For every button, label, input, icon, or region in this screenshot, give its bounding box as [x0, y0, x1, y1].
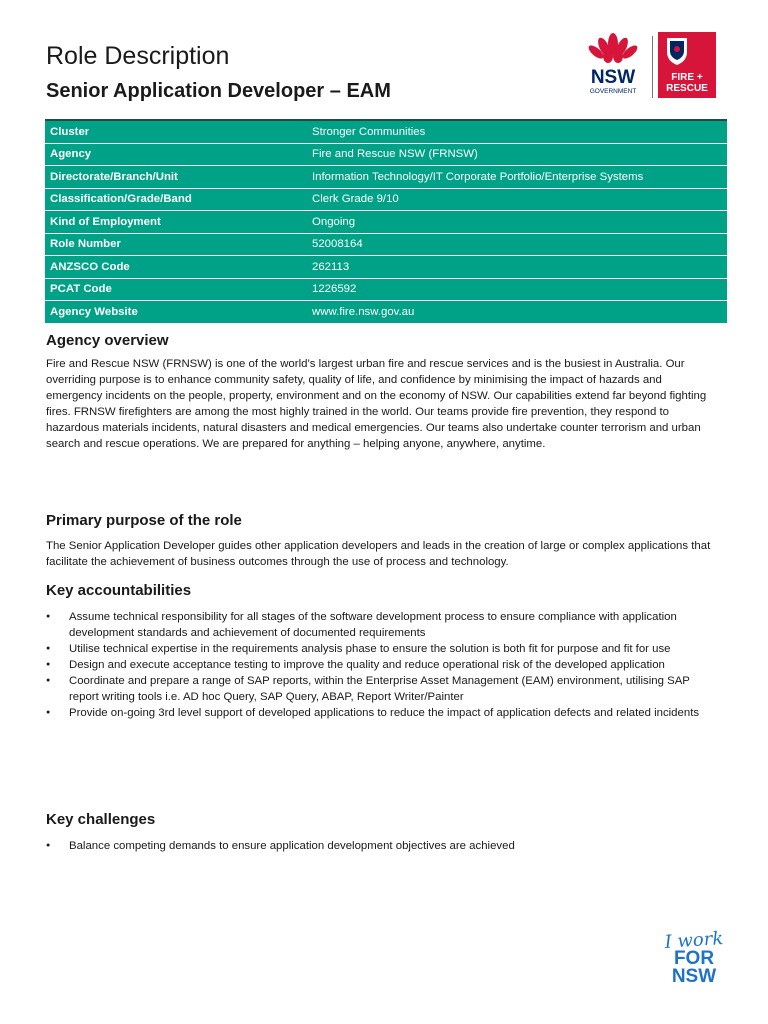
info-label: Role Number: [45, 233, 307, 256]
header-logos: [578, 32, 718, 100]
info-label: Cluster: [45, 120, 307, 143]
info-value: 262113: [307, 256, 727, 279]
key-challenges-heading: Key challenges: [46, 811, 156, 828]
role-title: Senior Application Developer – EAM: [46, 80, 391, 102]
info-table-row: [45, 256, 727, 279]
nsw-government-logo: [578, 32, 648, 98]
fire-text: FIRE +: [671, 72, 703, 83]
info-label: Kind of Employment: [45, 211, 307, 234]
info-label: ANZSCO Code: [45, 256, 307, 279]
key-challenges-list: [46, 838, 718, 854]
logo-divider: [652, 36, 653, 98]
info-value: Fire and Rescue NSW (FRNSW): [307, 143, 727, 166]
agency-overview-text: Fire and Rescue NSW (FRNSW) is one of the world’s largest urban fire and rescue services and is the busiest in Australia. Our overriding purpose is to enhance community safety, quality of life, and confidence by minimising the impact of hazards and emergency incidents on the people, property, environment and on the economy of NSW. Our capabilities extend far beyond fighting fires. FRNSW firefighters are among the most highly trained in the world. Our teams provide fire prevention, they respond to hazardous materials incidents, natural disasters and medical emergencies. Our teams also undertake counter terrorism and urban search and rescue operations. We are prepared for anything – helping anyone, anywhere, anytime.: [46, 358, 707, 450]
info-value: Clerk Grade 9/10: [307, 188, 727, 211]
info-label: Agency: [45, 143, 307, 166]
info-value: www.fire.nsw.gov.au: [307, 301, 727, 324]
info-table-row: [45, 188, 727, 211]
list-item: ● Balance competing demands to ensure application development objectives are achieved: [46, 838, 718, 854]
info-value: Ongoing: [307, 211, 727, 234]
nsw-wordmark: NSW: [590, 67, 636, 88]
info-table-row: [45, 143, 727, 166]
nsw-text: NSW: [671, 966, 717, 987]
info-table-row: [45, 233, 727, 256]
agency-overview-section: [46, 332, 718, 452]
info-label: Classification/Grade/Band: [45, 188, 307, 211]
list-item: ● Design and execute acceptance testing to improve the quality and reduce operational risk of the developed application: [46, 657, 718, 673]
rescue-text: RESCUE: [666, 83, 708, 94]
role-info-table: [45, 119, 727, 324]
fire-rescue-logo: [658, 32, 716, 98]
info-label: PCAT Code: [45, 278, 307, 301]
list-item: ● Assume technical responsibility for all stages of the software development process to ensure compliance with application development standards and achievement of documented requirements: [46, 609, 718, 641]
info-table-row: [45, 301, 727, 324]
agency-overview-heading: Agency overview: [46, 332, 169, 349]
primary-purpose-text: The Senior Application Developer guides other application developers and leads in the creation of large or complex applications that facilitate the achievement of business outcomes through the use of process and technology.: [46, 540, 711, 568]
info-table-row: [45, 166, 727, 189]
list-item: ● Provide on-going 3rd level support of developed applications to reduce the impact of application defects and related incidents: [46, 705, 718, 721]
info-value: Stronger Communities: [307, 120, 727, 143]
nsw-government-text: GOVERNMENT: [589, 88, 637, 95]
i-work-for-nsw-logo: [664, 927, 724, 987]
list-item: ● Utilise technical expertise in the requirements analysis phase to ensure the solution is both fit for purpose and fit for use: [46, 641, 718, 657]
info-table-row: [45, 120, 727, 143]
list-item: ● Coordinate and prepare a range of SAP reports, within the Enterprise Asset Management (EAM) environment, utilising SAP report writing tools i.e. AD hoc Query, SAP Query, ABAP, Report Writer/Painter: [46, 673, 718, 705]
key-challenges-section: [46, 811, 718, 854]
info-label: Directorate/Branch/Unit: [45, 166, 307, 189]
primary-purpose-section: [46, 512, 718, 570]
info-value: 52008164: [307, 233, 727, 256]
primary-purpose-heading: Primary purpose of the role: [46, 512, 242, 529]
info-table-row: [45, 211, 727, 234]
info-label: Agency Website: [45, 301, 307, 324]
info-table-row: [45, 278, 727, 301]
for-text: FOR: [673, 948, 715, 969]
info-value: Information Technology/IT Corporate Portfolio/Enterprise Systems: [307, 166, 727, 189]
key-accountabilities-section: [46, 582, 718, 721]
i-work-text: I work: [664, 927, 724, 954]
key-accountabilities-list: [46, 609, 718, 721]
key-accountabilities-heading: Key accountabilities: [46, 582, 192, 599]
page-title: Role Description: [46, 42, 230, 70]
info-value: 1226592: [307, 278, 727, 301]
